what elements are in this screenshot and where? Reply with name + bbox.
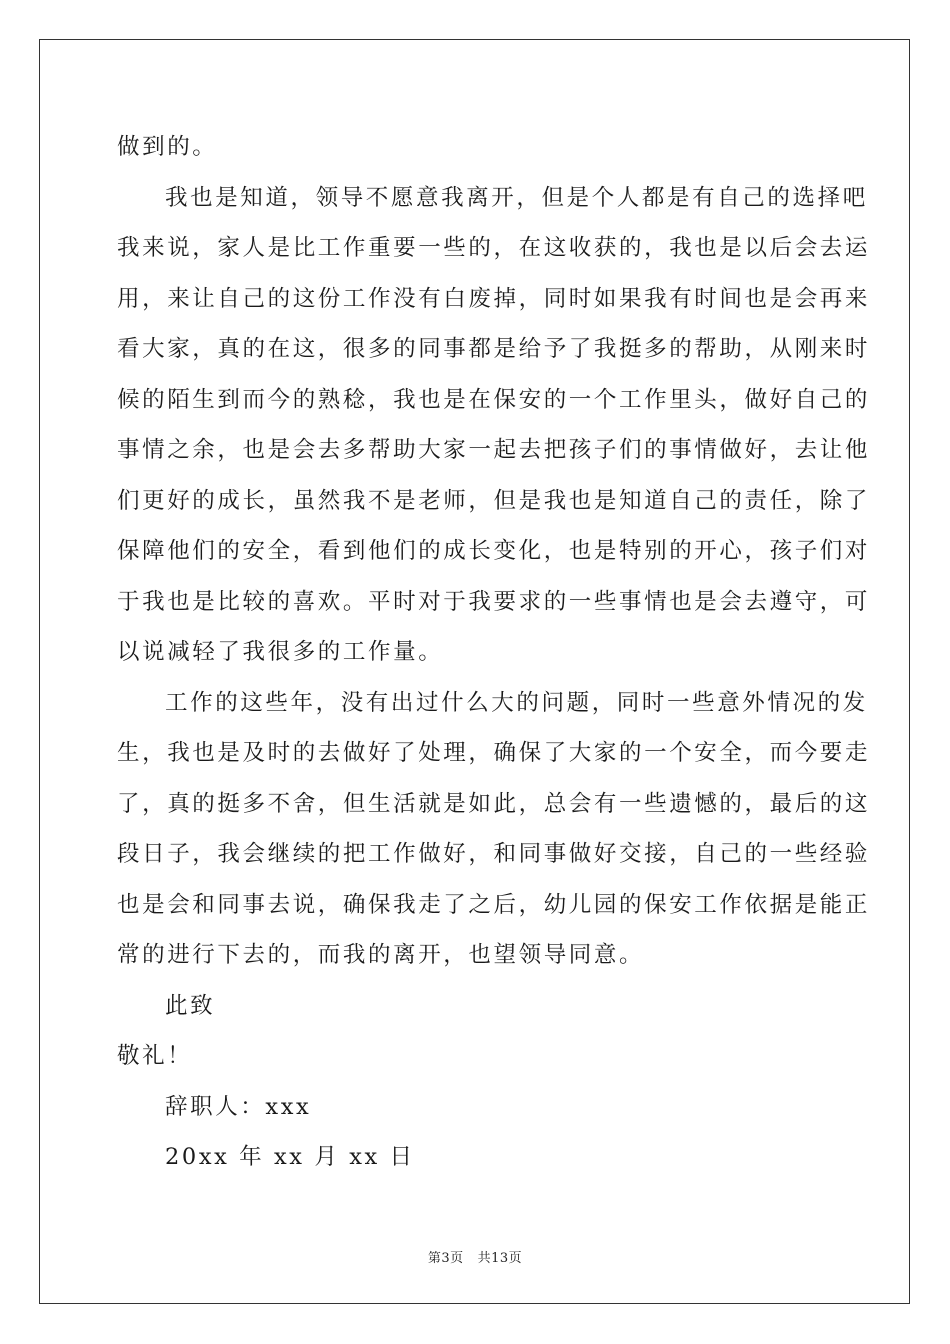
paragraph-line: 常的进行下去的，而我的离开，也望领导同意。 xyxy=(117,942,645,968)
paragraph-line: 于我也是比较的喜欢。平时对于我要求的一些事情也是会去遵守，可 xyxy=(117,588,871,615)
page-total: 共13页 xyxy=(477,1251,523,1266)
paragraph-line: 看大家，真的在这，很多的同事都是给予了我挺多的帮助，从刚来时 xyxy=(117,336,871,362)
signature-line: 辞职人：xxx xyxy=(165,1093,312,1120)
closing-salutation: 此致 xyxy=(165,992,216,1019)
closing-regards: 敬礼！ xyxy=(117,1043,193,1069)
page-number: 第3页 xyxy=(427,1251,464,1266)
paragraph-line: 用，来让自己的这份工作没有白废掉，同时如果我有时间也是会再来 xyxy=(117,285,871,312)
document-body xyxy=(117,122,871,1183)
paragraph-line: 以说减轻了我很多的工作量。 xyxy=(117,639,444,665)
date-line: 20xx 年 xx 月 xx 日 xyxy=(165,1144,415,1170)
paragraph-line: 候的陌生到而今的熟稔，我也是在保安的一个工作里头，做好自己的 xyxy=(117,386,871,413)
paragraph-line: 也是会和同事去说，确保我走了之后，幼儿园的保安工作依据是能正 xyxy=(117,891,871,918)
paragraph-line: 们更好的成长，虽然我不是老师，但是我也是知道自己的责任，除了 xyxy=(117,487,871,514)
paragraph-line: 了，真的挺多不舍，但生活就是如此，总会有一些遗憾的，最后的这 xyxy=(117,790,871,817)
paragraph-line: 做到的。 xyxy=(117,134,218,160)
paragraph-line: 我也是知道，领导不愿意我离开，但是个人都是有自己的选择吧 xyxy=(165,184,868,211)
paragraph-line: 生，我也是及时的去做好了处理，确保了大家的一个安全，而今要走 xyxy=(117,740,871,766)
paragraph-line: 事情之余，也是会去多帮助大家一起去把孩子们的事情做好，去让他 xyxy=(117,437,871,463)
paragraph-line: 工作的这些年，没有出过什么大的问题，同时一些意外情况的发 xyxy=(165,689,868,716)
paragraph-line: 段日子，我会继续的把工作做好，和同事做好交接，自己的一些经验 xyxy=(117,841,871,867)
paragraph-line: 我来说，家人是比工作重要一些的，在这收获的，我也是以后会去运 xyxy=(117,235,871,261)
paragraph-line: 保障他们的安全，看到他们的成长变化，也是特别的开心，孩子们对 xyxy=(117,538,871,564)
page-footer xyxy=(0,1247,950,1266)
